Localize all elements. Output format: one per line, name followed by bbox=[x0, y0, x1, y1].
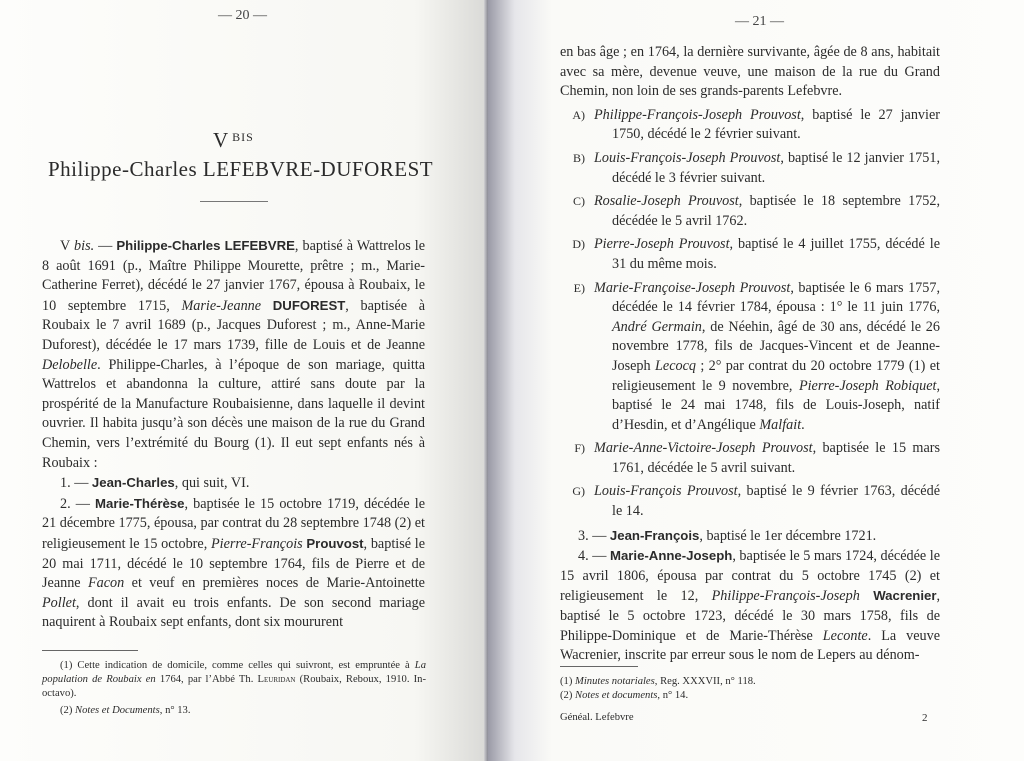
right-footnotes bbox=[560, 675, 940, 703]
child-4: 4. — Marie-Anne-Joseph, baptisée le 5 mars 1724, décédée le 15 avril 1806, épousa par contrat du 5 octobre 1745 (2) et religieusement le 12, Philippe-François-Joseph Wacrenier, baptisé le 5 octobre 1723, décédé le 30 mars 1758, fils de Philippe-Dominique et de Marie-Thérèse Leconte. La veuve Wacrenier, inscrite par erreur sous le nom de Lepers au dénom- bbox=[560, 548, 941, 664]
intro-paragraph: V bis. — Philippe-Charles LEFEBVRE, baptisé à Wattrelos le 8 août 1691 (p., Maître Philippe Mourette, prêtre ; m., Marie-Catherine Ferret), décédé le 27 janvier 1767, épousa à Roubaix, le 10 septembre 1715, Marie-Jeanne DUFOREST, baptisée à Roubaix le 7 avril 1689 (p., Jacques Duforest ; m., Anne-Marie Duforest), décédée le 17 mars 1739, fille de Louis et de Jeanne Delobelle. Philippe-Charles, à l’époque de son mariage, quitta Wattrelos et abandonna la culture, attiré sans doute par la prospérité de la Manufacture Roubaisienne, dans laquelle il devint ouvrier. Il habita jusqu’à son décès une maison de la rue du Grand Chemin, vers l’extrémité du Bourg (1). Il eut sept enfants nés à Roubaix : bbox=[42, 238, 426, 471]
child-entry-a: A) Philippe-François-Joseph Prouvost, baptisé le 27 janvier 1750, décédé le 2 février suivant. bbox=[572, 106, 940, 143]
footnote-rule bbox=[42, 650, 138, 651]
continuation-paragraph: en bas âge ; en 1764, la dernière survivante, âgée de 8 ans, habitait avec sa mère, devenue veuve, une maison de la rue du Grand Chemin, non loin de ses grands-parents Lefebvre. bbox=[560, 44, 940, 100]
left-body bbox=[42, 236, 425, 633]
child-entry-g: G) Louis-François Prouvost, baptisé le 9 février 1763, décédé le 14. bbox=[572, 483, 940, 520]
child-3: 3. — Jean-François, baptisé le 1er décembre 1721. bbox=[578, 527, 877, 544]
footnote-2: (2) Notes et Documents, n° 13. bbox=[60, 704, 191, 716]
child-entry-d: D) Pierre-Joseph Prouvost, baptisé le 4 juillet 1755, décédé le 31 du même mois. bbox=[572, 236, 940, 272]
right-page bbox=[488, 0, 1024, 761]
chapter-suffix: BIS bbox=[232, 130, 254, 144]
child-1: 1. — Jean-Charles, qui suit, VI. bbox=[60, 475, 250, 492]
signature-number: 2 bbox=[922, 712, 928, 724]
child-entry-b: B) Louis-François-Joseph Prouvost, baptisé le 12 janvier 1751, décédé le 3 février suivant. bbox=[573, 149, 940, 186]
signature-mark: Généal. Lefebvre bbox=[560, 712, 634, 723]
footnote-1: (1) Minutes notariales, Reg. XXXVII, n° 118. bbox=[560, 676, 756, 687]
footnote-rule bbox=[560, 666, 638, 667]
chapter-title: Philippe-Charles LEFEBVRE-DUFOREST bbox=[48, 157, 434, 181]
child-entry-c: C) Rosalie-Joseph Prouvost, baptisée le 18 septembre 1752, décédée le 5 avril 1762. bbox=[573, 193, 940, 229]
footnote-1: (1) Cette indication de domicile, comme celles qui suivront, est empruntée à La population de Roubaix en 1764, par l’Abbé Th. Leuridan (Roubaix, Reboux, 1910. In-octavo). bbox=[42, 660, 426, 700]
footnote-2: (2) Notes et documents, n° 14. bbox=[560, 690, 689, 702]
chapter-number: V $^{BIS}$ bbox=[213, 128, 254, 152]
child-2: 2. — Marie-Thérèse, baptisée le 15 octobre 1719, décédée le 21 décembre 1775, épousa, par contrat du 28 septembre 1748 (2) et religieusement le 15 octobre, Pierre-François Prouvost, baptisé le 20 mai 1711, décédé le 10 septembre 1764, fils de Pierre et de Jeanne Facon et veuf en premières noces de Marie-Antoinette Pollet, dont il avait eu trois enfants. De son second mariage naquirent à Roubaix sept enfants, dont six moururent bbox=[42, 495, 425, 631]
child-entry-f: F) Marie-Anne-Victoire-Joseph Prouvost, baptisée le 15 mars 1761, décédée le 5 avril suivant. bbox=[574, 440, 940, 476]
child-entry-e: E) Marie-Françoise-Joseph Prouvost, baptisée le 6 mars 1757, décédée le 14 février 1784, épousa : 1° le 11 juin 1776, André Germain, de Néehin, âgé de 30 ans, décédé le 26 novembre 1778, fils de Jacques-Vincent et de Jeanne-Joseph Lecocq ; 2° par contrat du 20 octobre 1779 (1) et religieusement le 9 novembre, Pierre-Joseph Robiquet, baptisé le 24 mai 1748, fils de Louis-Joseph, natif d’Hesdin, et d’Angélique Malfait. bbox=[573, 279, 940, 433]
right-body bbox=[560, 43, 940, 666]
left-page bbox=[0, 0, 488, 761]
page-number: — 20 — bbox=[218, 8, 267, 23]
page-number: — 21 — bbox=[735, 14, 784, 29]
title-rule bbox=[200, 201, 268, 202]
left-footnotes bbox=[42, 659, 426, 718]
